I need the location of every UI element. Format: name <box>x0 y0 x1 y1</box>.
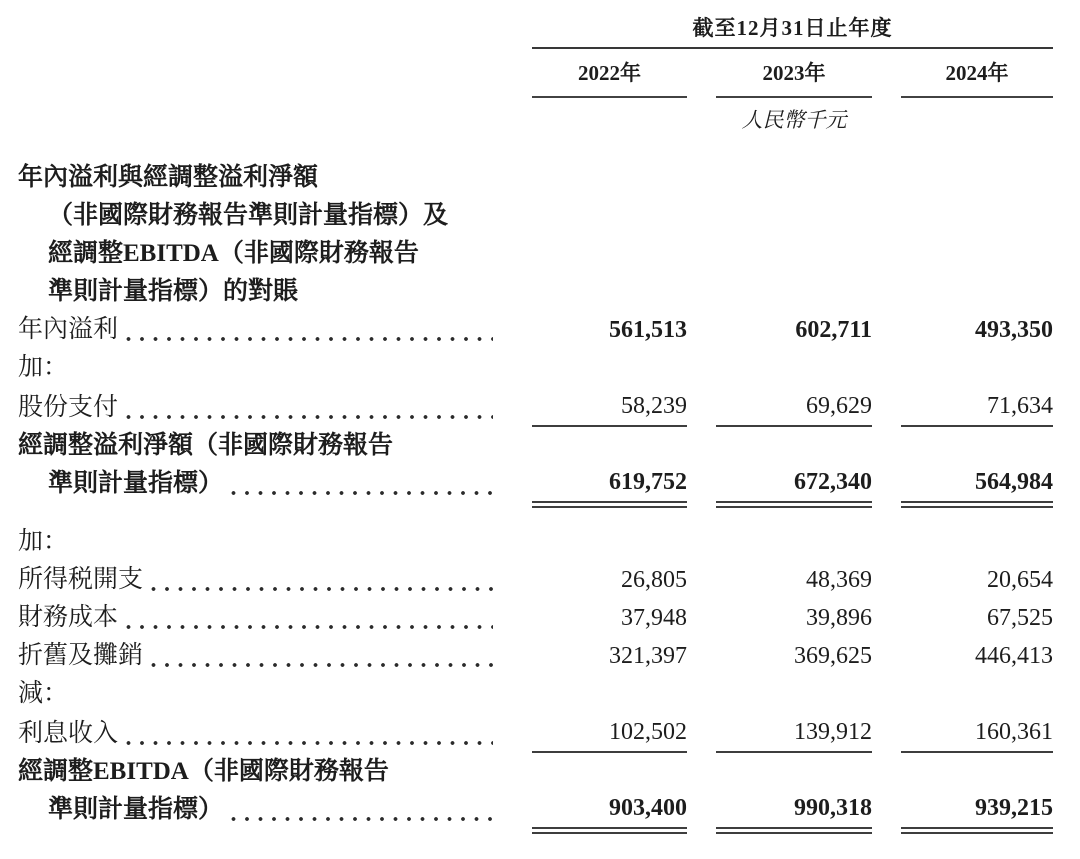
dot-leader <box>231 816 493 822</box>
section-title <box>18 159 538 311</box>
header-spacer <box>18 12 503 49</box>
row-label-line-2 <box>18 561 503 599</box>
row-label-line-2 <box>18 311 503 349</box>
table-row <box>18 675 1053 713</box>
dot-leader <box>126 336 493 342</box>
row-label-text: 加： <box>18 528 69 555</box>
row-label <box>18 349 503 387</box>
dot-leader <box>231 490 493 496</box>
row-label <box>18 311 503 349</box>
table-body <box>18 311 1053 829</box>
header-spacer <box>18 98 503 134</box>
row-label <box>18 715 503 753</box>
value-2024: 939,215 <box>901 789 1053 829</box>
value-2022: 903,400 <box>532 789 687 829</box>
row-label-line-2 <box>18 715 503 753</box>
table-row <box>18 753 1053 829</box>
value-2022: 37,948 <box>621 605 687 631</box>
row-label-text: 年內溢利 <box>18 316 119 343</box>
value-2024: 564,984 <box>901 463 1053 503</box>
row-label-text: 加： <box>18 354 69 381</box>
table-row <box>18 349 1053 387</box>
table-row <box>18 311 1053 349</box>
value-2022: 561,513 <box>609 317 687 343</box>
section-title-line: 經調整EBITDA（非國際財務報告 <box>48 240 419 267</box>
table-row <box>18 713 1053 753</box>
year-column-2024: 2024年 <box>901 49 1053 98</box>
value-2023: 69,629 <box>716 387 872 427</box>
value-2024: 493,350 <box>975 317 1053 343</box>
value-2023: 48,369 <box>806 567 872 593</box>
year-column-2023: 2023年 <box>716 49 872 98</box>
value-2023: 369,625 <box>794 643 872 669</box>
table-row <box>18 427 1053 503</box>
row-label-line-1: 經調整EBITDA（非國際財務報告 <box>18 758 389 785</box>
row-label <box>18 427 503 503</box>
currency-unit-note: 人民幣千元 <box>741 108 847 132</box>
period-header: 截至12月31日止年度 <box>532 12 1053 49</box>
row-label-line-2 <box>18 523 503 561</box>
value-2022: 102,502 <box>532 713 687 753</box>
row-label-text: 準則計量指標） <box>48 796 224 823</box>
year-column-2022: 2022年 <box>532 49 687 98</box>
row-label-text: 準則計量指標） <box>48 470 224 497</box>
row-label-line-2 <box>18 675 503 713</box>
section-title-line: （非國際財務報告準則計量指標）及 <box>48 202 449 229</box>
table-header-period-row <box>18 12 1053 49</box>
row-label <box>18 637 503 675</box>
row-label-text: 財務成本 <box>18 604 119 631</box>
value-2024: 160,361 <box>901 713 1053 753</box>
value-2023: 139,912 <box>716 713 872 753</box>
table-header-years-row <box>18 49 1053 98</box>
dot-leader <box>126 414 493 420</box>
header-spacer <box>18 49 503 98</box>
value-2022: 58,239 <box>532 387 687 427</box>
dot-leader <box>151 662 493 668</box>
row-label <box>18 523 503 561</box>
value-2024: 71,634 <box>901 387 1053 427</box>
row-label-text: 利息收入 <box>18 720 119 747</box>
row-label-line-2 <box>18 349 503 387</box>
section-title-line: 準則計量指標）的對賬 <box>48 278 299 305</box>
row-label-text: 股份支付 <box>18 394 119 421</box>
row-label <box>18 675 503 713</box>
value-2022: 321,397 <box>609 643 687 669</box>
table-row <box>18 387 1053 427</box>
row-label <box>18 561 503 599</box>
value-2023: 39,896 <box>806 605 872 631</box>
row-label <box>18 599 503 637</box>
value-2023: 602,711 <box>795 317 872 343</box>
value-2023: 672,340 <box>716 463 872 503</box>
table-header-unit-row <box>18 98 1053 134</box>
row-label-text: 減： <box>18 680 69 707</box>
row-label-line-1: 經調整溢利淨額（非國際財務報告 <box>18 432 394 459</box>
row-label <box>18 753 503 829</box>
value-2023: 990,318 <box>716 789 872 829</box>
row-label-text: 折舊及攤銷 <box>18 642 144 669</box>
value-2024: 67,525 <box>987 605 1053 631</box>
dot-leader <box>151 586 493 592</box>
row-label-line-2 <box>18 389 503 427</box>
table-row <box>18 523 1053 561</box>
table-row <box>18 599 1053 637</box>
row-label-line-2 <box>18 791 503 829</box>
dot-leader <box>126 740 493 746</box>
dot-leader <box>126 624 493 630</box>
row-label-line-2 <box>18 599 503 637</box>
value-2024: 20,654 <box>987 567 1053 593</box>
row-label-line-2 <box>18 637 503 675</box>
value-2024: 446,413 <box>975 643 1053 669</box>
table-row <box>18 561 1053 599</box>
row-label-line-2 <box>18 465 503 503</box>
section-title-line: 年內溢利與經調整溢利淨額 <box>18 164 319 191</box>
value-2022: 26,805 <box>621 567 687 593</box>
row-label <box>18 389 503 427</box>
value-2022: 619,752 <box>532 463 687 503</box>
row-label-text: 所得税開支 <box>18 566 144 593</box>
table-row <box>18 637 1053 675</box>
